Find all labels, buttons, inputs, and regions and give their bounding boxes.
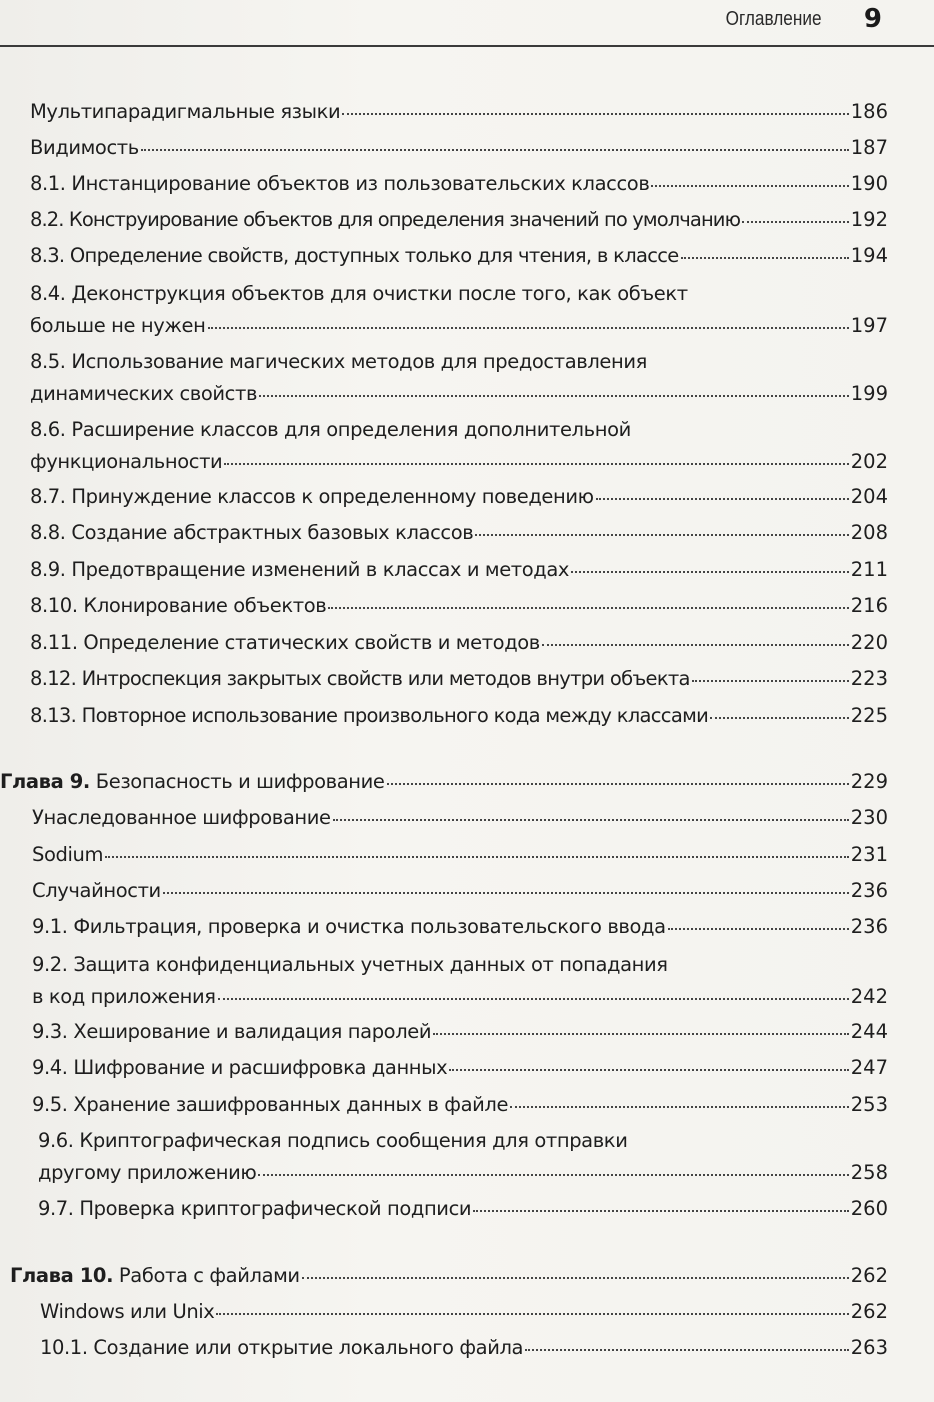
leader-dots xyxy=(525,1332,849,1354)
toc-entry-title: 8.13. Повторное использование произвольного кода между классами xyxy=(30,704,709,727)
leader-dots xyxy=(302,1260,849,1282)
toc-entry-title: 8.7. Принуждение классов к определенному поведению xyxy=(30,485,594,508)
leader-dots xyxy=(510,1089,849,1111)
toc-entry-title: 8.11. Определение статических свойств и методов xyxy=(30,631,540,654)
toc-entry xyxy=(32,1016,888,1048)
toc-entry xyxy=(30,481,888,513)
toc-chapter-entry xyxy=(10,1260,888,1292)
toc-entry xyxy=(38,1125,888,1189)
toc-entry xyxy=(40,1296,888,1328)
toc-page-number: 231 xyxy=(850,843,888,866)
toc-page-number: 244 xyxy=(850,1020,888,1043)
toc-page-number: 229 xyxy=(850,770,888,793)
toc-page-number: 236 xyxy=(850,915,888,938)
toc-entry-title: 8.3. Определение свойств, доступных только для чтения, в классе xyxy=(30,244,679,267)
toc-page-number: 253 xyxy=(850,1093,888,1116)
leader-dots xyxy=(571,554,849,576)
toc-page-number: 220 xyxy=(850,631,888,654)
toc-entry-title-line1: 9.6. Криптографическая подпись сообщения для отправки xyxy=(38,1129,628,1152)
toc-entry-title: Мультипарадигмальные языки xyxy=(30,100,341,123)
toc-entry-title: динамических свойств xyxy=(30,382,258,405)
leader-dots xyxy=(216,1296,848,1318)
toc-page-number: 194 xyxy=(850,244,888,267)
toc-entry-title: Видимость xyxy=(30,136,139,159)
toc-entry-title: 10.1. Создание или открытие локального файла xyxy=(40,1336,524,1359)
toc-entry xyxy=(30,240,888,272)
leader-dots xyxy=(542,627,849,649)
toc-page-number: 187 xyxy=(850,136,888,159)
toc-entry xyxy=(40,1332,888,1364)
toc-page-number: 199 xyxy=(850,382,888,405)
toc-entry xyxy=(32,875,888,907)
toc-entry-title: 8.2. Конструирование объектов для определения значений по умолчанию xyxy=(30,208,741,231)
toc-entry-title: Унаследованное шифрование xyxy=(32,806,331,829)
toc-page-number: 204 xyxy=(850,485,888,508)
toc-entry-title: 8.10. Клонирование объектов xyxy=(30,594,327,617)
toc-chapter-entry xyxy=(0,766,888,798)
toc-entry-title-line1: 8.6. Расширение классов для определения дополнительной xyxy=(30,418,631,441)
leader-dots xyxy=(668,911,849,933)
toc-entry-title: в код приложения xyxy=(32,985,216,1008)
toc-entry-title: Безопасность и шифрование xyxy=(95,770,385,793)
toc-entry xyxy=(32,1089,888,1121)
toc-entry xyxy=(30,663,888,695)
chapter-label: Глава 10. xyxy=(10,1264,114,1287)
toc-entry xyxy=(32,839,888,871)
leader-dots xyxy=(105,839,849,861)
toc-entry-title: 9.7. Проверка криптографической подписи xyxy=(38,1197,472,1220)
toc-page-number: 202 xyxy=(850,450,888,473)
toc-entry xyxy=(38,1193,888,1225)
toc-entry xyxy=(30,517,888,549)
toc-entry-title: 9.1. Фильтрация, проверка и очистка пользовательского ввода xyxy=(32,915,666,938)
leader-dots xyxy=(692,663,849,685)
leader-dots xyxy=(328,590,848,612)
leader-dots xyxy=(475,517,848,539)
toc-entry xyxy=(30,590,888,622)
toc-entry xyxy=(30,168,888,200)
leader-dots xyxy=(163,875,849,897)
toc-entry xyxy=(30,204,888,236)
leader-dots xyxy=(681,240,849,262)
leader-dots xyxy=(259,378,849,400)
chapter-label: Глава 9. xyxy=(0,770,90,793)
toc-entry xyxy=(30,132,888,164)
toc-entry-title: 8.9. Предотвращение изменений в классах и методах xyxy=(30,558,570,581)
toc-entry-title: Sodium xyxy=(32,843,104,866)
toc-entry xyxy=(32,802,888,834)
leader-dots xyxy=(258,1157,848,1179)
toc-entry-title: 8.8. Создание абстрактных базовых классов xyxy=(30,521,474,544)
toc-page-number: 263 xyxy=(850,1336,888,1359)
toc-page-number: 260 xyxy=(850,1197,888,1220)
toc-entry-title: 9.4. Шифрование и расшифровка данных xyxy=(32,1056,448,1079)
leader-dots xyxy=(742,204,849,226)
toc-entry-title-line1: 8.4. Деконструкция объектов для очистки после того, как объект xyxy=(30,282,688,305)
leader-dots xyxy=(473,1193,849,1215)
leader-dots xyxy=(651,168,848,190)
leader-dots xyxy=(141,132,849,154)
toc-page-number: 208 xyxy=(850,521,888,544)
toc-entry xyxy=(30,700,888,732)
leader-dots xyxy=(387,766,849,788)
leader-dots xyxy=(710,700,849,722)
toc-entry-title: Работа с файлами xyxy=(118,1264,300,1287)
toc-page-number: 186 xyxy=(850,100,888,123)
toc-entry xyxy=(30,414,888,478)
leader-dots xyxy=(433,1016,849,1038)
leader-dots xyxy=(333,802,849,824)
toc-entry xyxy=(30,96,888,128)
leader-dots xyxy=(342,96,848,118)
toc-page-number: 192 xyxy=(850,208,888,231)
toc-page-number: 225 xyxy=(850,704,888,727)
toc-entry-title: функциональности xyxy=(30,450,223,473)
leader-dots xyxy=(224,446,848,468)
header-page-number: 9 xyxy=(863,4,882,34)
toc-page-number: 262 xyxy=(850,1300,888,1323)
toc-entry xyxy=(30,627,888,659)
header-title: Оглавление xyxy=(726,8,822,30)
leader-dots xyxy=(596,481,849,503)
toc-page-number: 242 xyxy=(850,985,888,1008)
toc-entry-title: 9.3. Хеширование и валидация паролей xyxy=(32,1020,432,1043)
toc-entry-title-line1: 8.5. Использование магических методов для предоставления xyxy=(30,350,647,373)
leader-dots xyxy=(208,310,849,332)
toc-entry-title: 8.12. Интроспекция закрытых свойств или методов внутри объекта xyxy=(30,667,690,690)
toc-page-number: 190 xyxy=(850,172,888,195)
toc-entry xyxy=(30,346,888,410)
toc-page-number: 236 xyxy=(850,879,888,902)
toc-entry xyxy=(32,949,888,1013)
toc-page-number: 247 xyxy=(850,1056,888,1079)
toc-page-number: 211 xyxy=(850,558,888,581)
toc-entry xyxy=(30,278,888,342)
toc-entry xyxy=(32,911,888,943)
leader-dots xyxy=(218,981,849,1003)
toc-entry-title: другому приложению xyxy=(38,1161,257,1184)
toc-entry-title: 8.1. Инстанцирование объектов из пользовательских классов xyxy=(30,172,650,195)
header-rule xyxy=(0,45,934,47)
toc-page-number: 262 xyxy=(850,1264,888,1287)
toc-entry-title-line1: 9.2. Защита конфиденциальных учетных данных от попадания xyxy=(32,953,668,976)
toc-entry-title: Windows или Unix xyxy=(40,1300,215,1323)
toc-entry-title: Случайности xyxy=(32,879,161,902)
toc-page-number: 197 xyxy=(850,314,888,337)
toc-page-number: 223 xyxy=(850,667,888,690)
toc-entry-title: 9.5. Хранение зашифрованных данных в файле xyxy=(32,1093,509,1116)
toc-entry-title: больше не нужен xyxy=(30,314,206,337)
toc-page-number: 216 xyxy=(850,594,888,617)
toc-entry xyxy=(30,554,888,586)
toc-entry xyxy=(32,1052,888,1084)
running-header xyxy=(0,0,934,48)
leader-dots xyxy=(449,1052,848,1074)
toc-page-number: 230 xyxy=(850,806,888,829)
toc-page-number: 258 xyxy=(850,1161,888,1184)
